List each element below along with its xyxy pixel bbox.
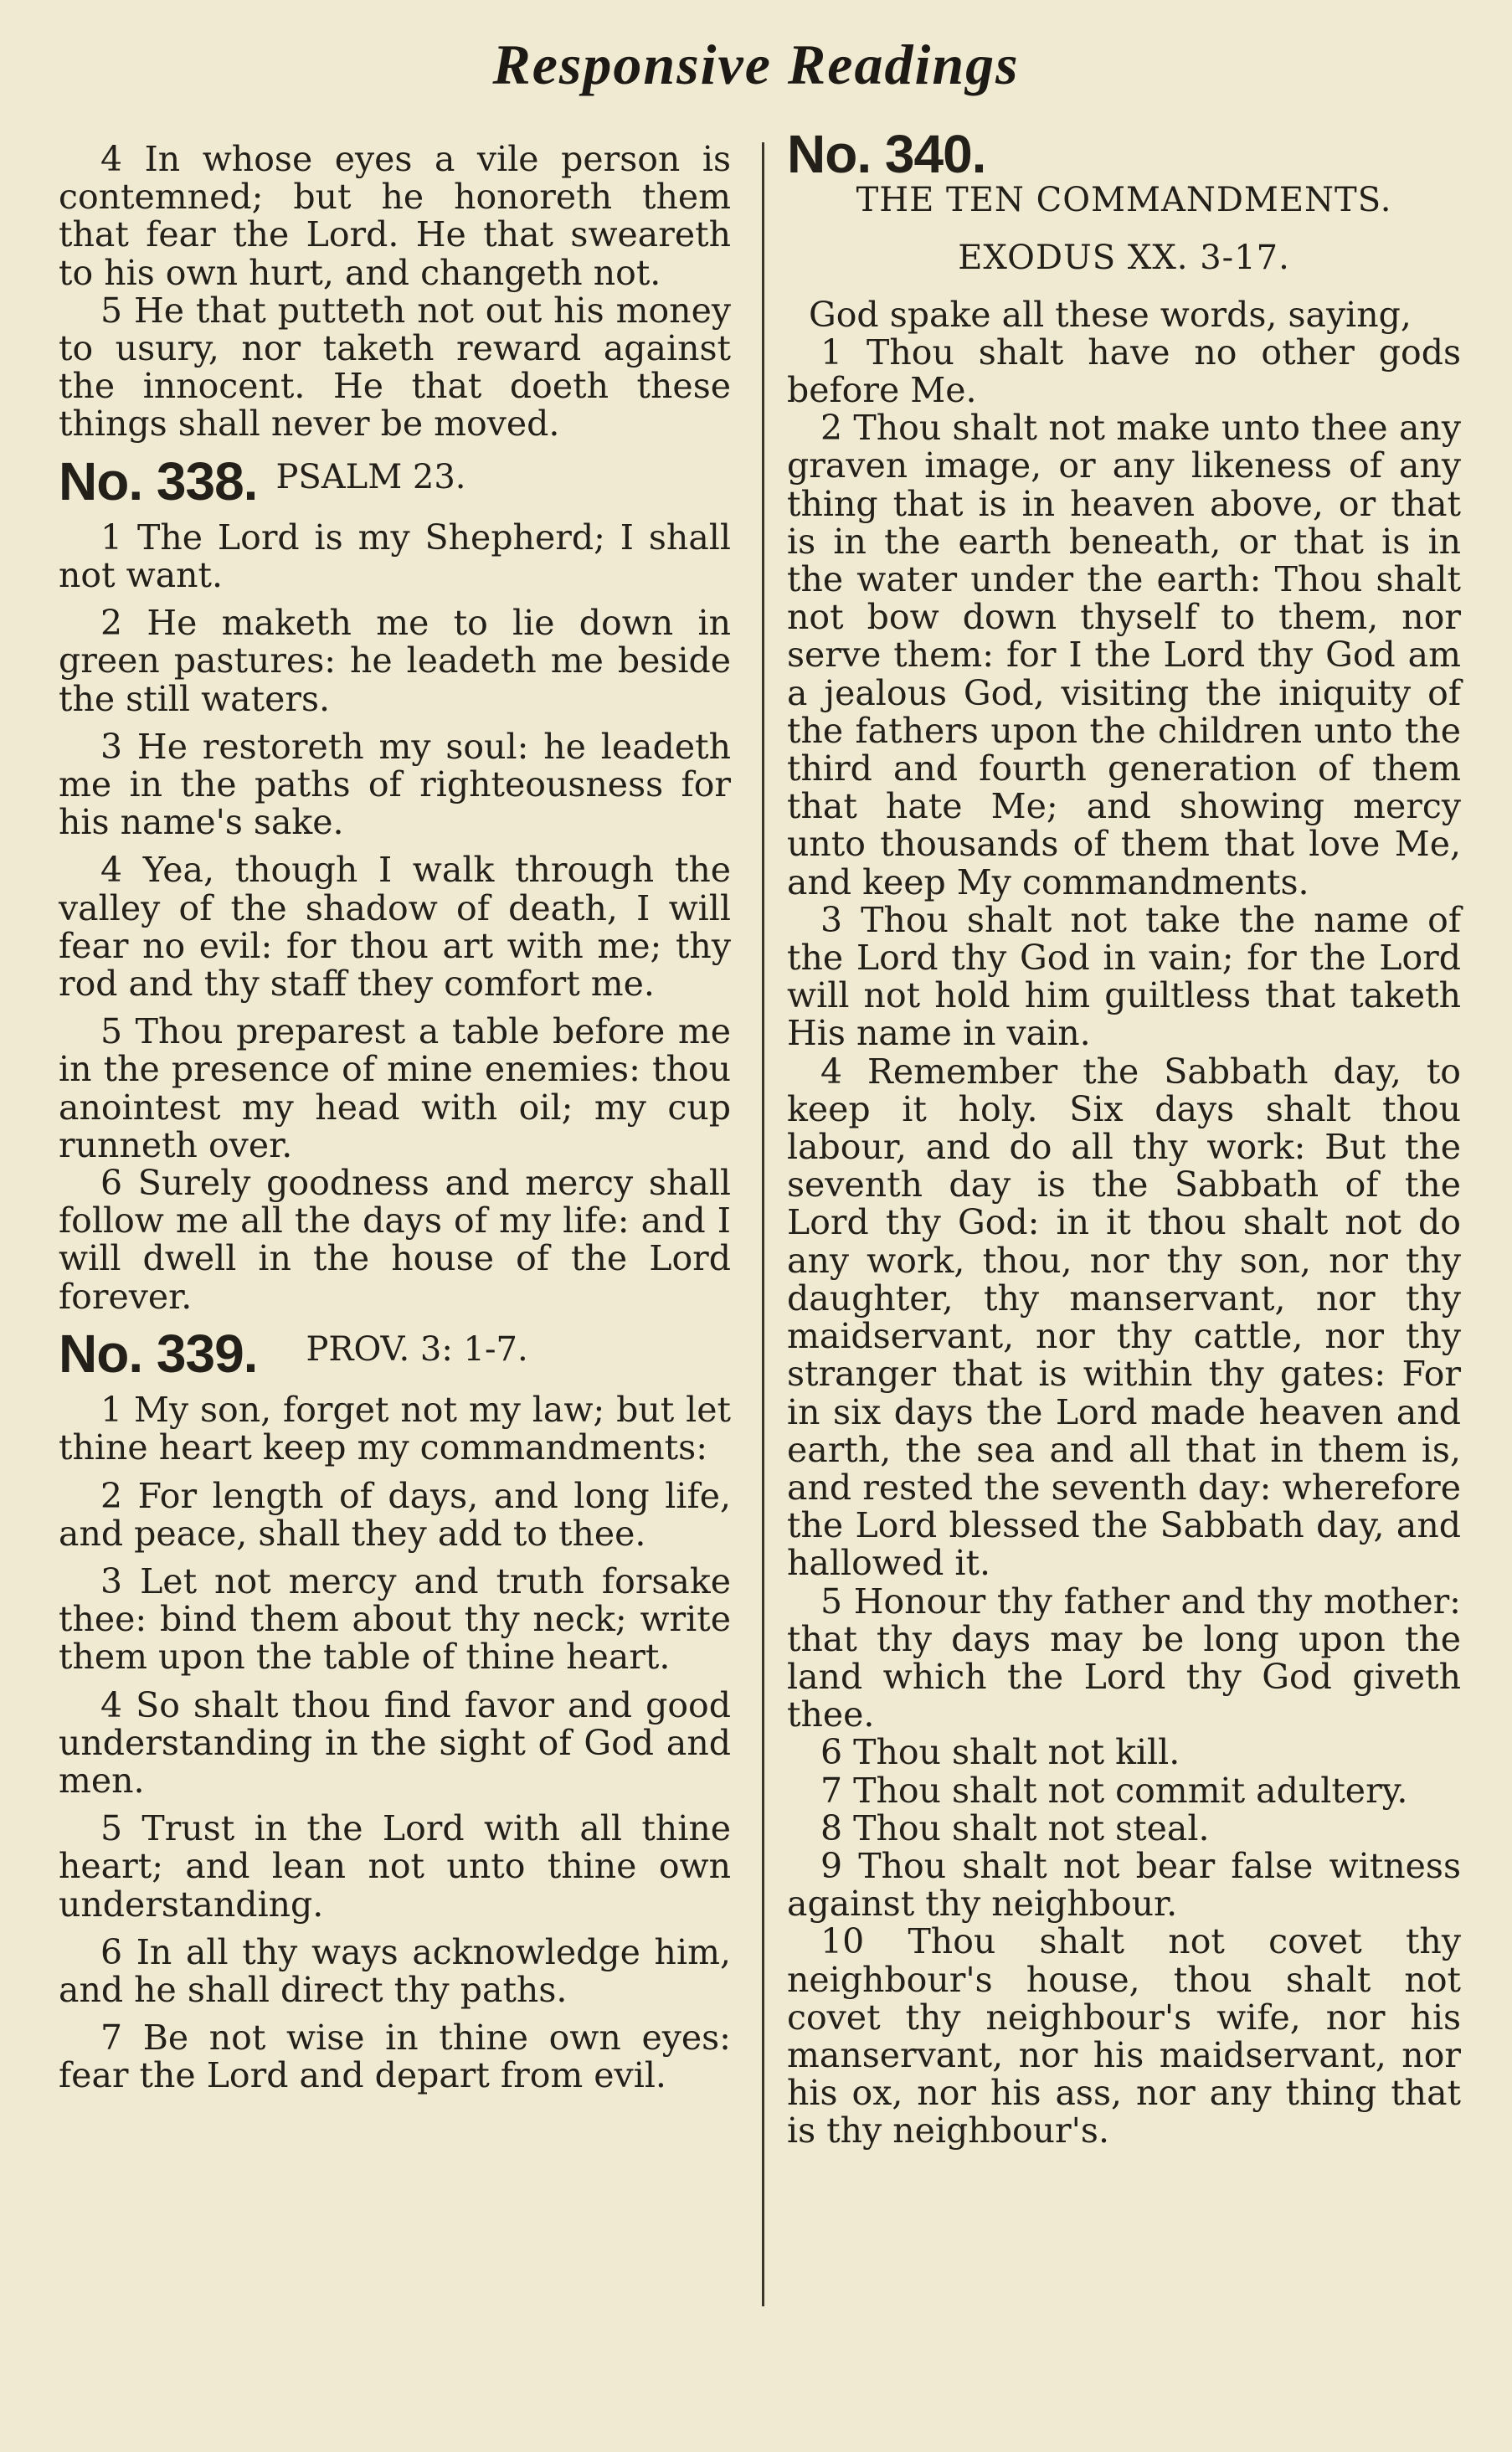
- verse-text: 3 Let not mercy and truth forsake thee: bind them about thy neck; write them upon the table of thine heart.: [59, 1560, 731, 1678]
- verse-text: 9 Thou shalt not bear false witness against thy neighbour.: [787, 1845, 1461, 1925]
- column-divider: [762, 142, 764, 2306]
- verse-text: 5 He that putteth not out his money to usury, nor taketh reward against the innocent. He that doeth these things shall never be moved.: [59, 290, 731, 445]
- verse-text: 8 Thou shalt not steal.: [820, 1807, 1210, 1848]
- left-column: [59, 141, 731, 2095]
- verse-text: 2 For length of days, and long life, and peace, shall they add to thee.: [59, 1475, 731, 1554]
- verse-text: 4 In whose eyes a vile person is contemned; but he honoreth them that fear the Lord. He that sweareth to his own hurt, and changeth not.: [59, 139, 731, 293]
- verse-text: 5 Honour thy father and thy mother: that thy days may be long upon the land which the Lord thy God giveth thee.: [787, 1581, 1461, 1735]
- reading-reference: PROV. 3: 1-7.: [306, 1329, 528, 1369]
- reading-number: No. 339.: [59, 1323, 258, 1384]
- verse-text: 6 Thou shalt not kill.: [820, 1732, 1180, 1773]
- reading-title: THE TEN COMMANDMENTS.: [856, 181, 1392, 220]
- right-column: [787, 124, 1461, 2151]
- reading-339-heading: [59, 1323, 731, 1384]
- verse-text: 7 Be not wise in thine own eyes: fear the Lord and depart from evil.: [59, 2018, 731, 2096]
- reading-intro: God spake all these words, saying,: [809, 294, 1412, 335]
- verse-text: 4 Remember the Sabbath day, to keep it holy. Six days shalt thou labour, and do all thy work: But the seventh day is the Sabbath of the Lord thy God: in it thou shalt not do any work, thou, nor thy son, nor thy daughter, thy manservant, nor thy maidservant, nor thy cattle, nor thy stranger that is within thy gates: For in six days the Lord made heaven and earth, the sea and all that in them is, and rested the seventh day: wherefore the Lord blessed the Sabbath day, and hallowed it.: [787, 1051, 1461, 1584]
- verse-text: 3 Thou shalt not take the name of the Lord thy God in vain; for the Lord will not hold him guiltless that taketh His name in vain.: [787, 899, 1461, 1054]
- reading-reference: EXODUS XX. 3-17.: [958, 239, 1290, 278]
- verse-text: 7 Thou shalt not commit adultery.: [820, 1770, 1408, 1811]
- verse-text: 2 Thou shalt not make unto thee any graven image, or any likeness of any thing that is in heaven above, or that is in the earth beneath, or that is in the water under the earth: Thou shalt not bow down thyself to them, nor serve them: for I the Lord thy God am a jealous God, visiting the iniquity of the fathers upon the children unto the third and fourth generation of them that hate Me; and showing mercy unto thousands of them that love Me, and keep My commandments.: [787, 408, 1461, 902]
- verse-text: 3 He restoreth my soul: he leadeth me in the paths of righteousness for his name's sake.: [59, 726, 731, 843]
- verse-text: 6 In all thy ways acknowledge him, and he shall direct thy paths.: [59, 1931, 731, 2010]
- verse-text: 1 The Lord is my Shepherd; I shall not want.: [59, 517, 731, 596]
- reading-number: No. 340.: [787, 124, 986, 184]
- verse-text: 2 He maketh me to lie down in green pastures: he leadeth me beside the still waters.: [59, 603, 731, 719]
- verse-text: 4 So shalt thou find favor and good understanding in the sight of God and men.: [59, 1684, 731, 1801]
- verse-text: 4 Yea, though I walk through the valley of the shadow of death, I will fear no evil: for thou art with me; thy rod and thy staff they comfort me.: [59, 850, 731, 1005]
- verse-text: 1 My son, forget not my law; but let thine heart keep my commandments:: [59, 1390, 731, 1468]
- verse-text: 1 Thou shalt have no other gods before Me.: [787, 332, 1461, 411]
- reading-reference: PSALM 23.: [275, 457, 466, 496]
- verse-text: 10 Thou shalt not covet thy neighbour's house, thou shalt not covet thy neighbour's wife, nor his manservant, nor his maidservant, nor his ox, nor his ass, nor any thing that is thy neighbour's.: [787, 1921, 1461, 2151]
- reading-338-heading: [59, 450, 731, 511]
- running-head: Responsive Readings: [492, 33, 1020, 96]
- verse-text: 5 Thou preparest a table before me in the presence of mine enemies: thou anointest my head with oil; my cup runneth over.: [59, 1011, 731, 1165]
- verse-text: 6 Surely goodness and mercy shall follow me all the days of my life: and I will dwell in the house of the Lord forever.: [59, 1163, 731, 1317]
- verse-text: 5 Trust in the Lord with all thine heart; and lean not unto thine own understanding.: [59, 1808, 731, 1925]
- reading-number: No. 338.: [59, 450, 258, 511]
